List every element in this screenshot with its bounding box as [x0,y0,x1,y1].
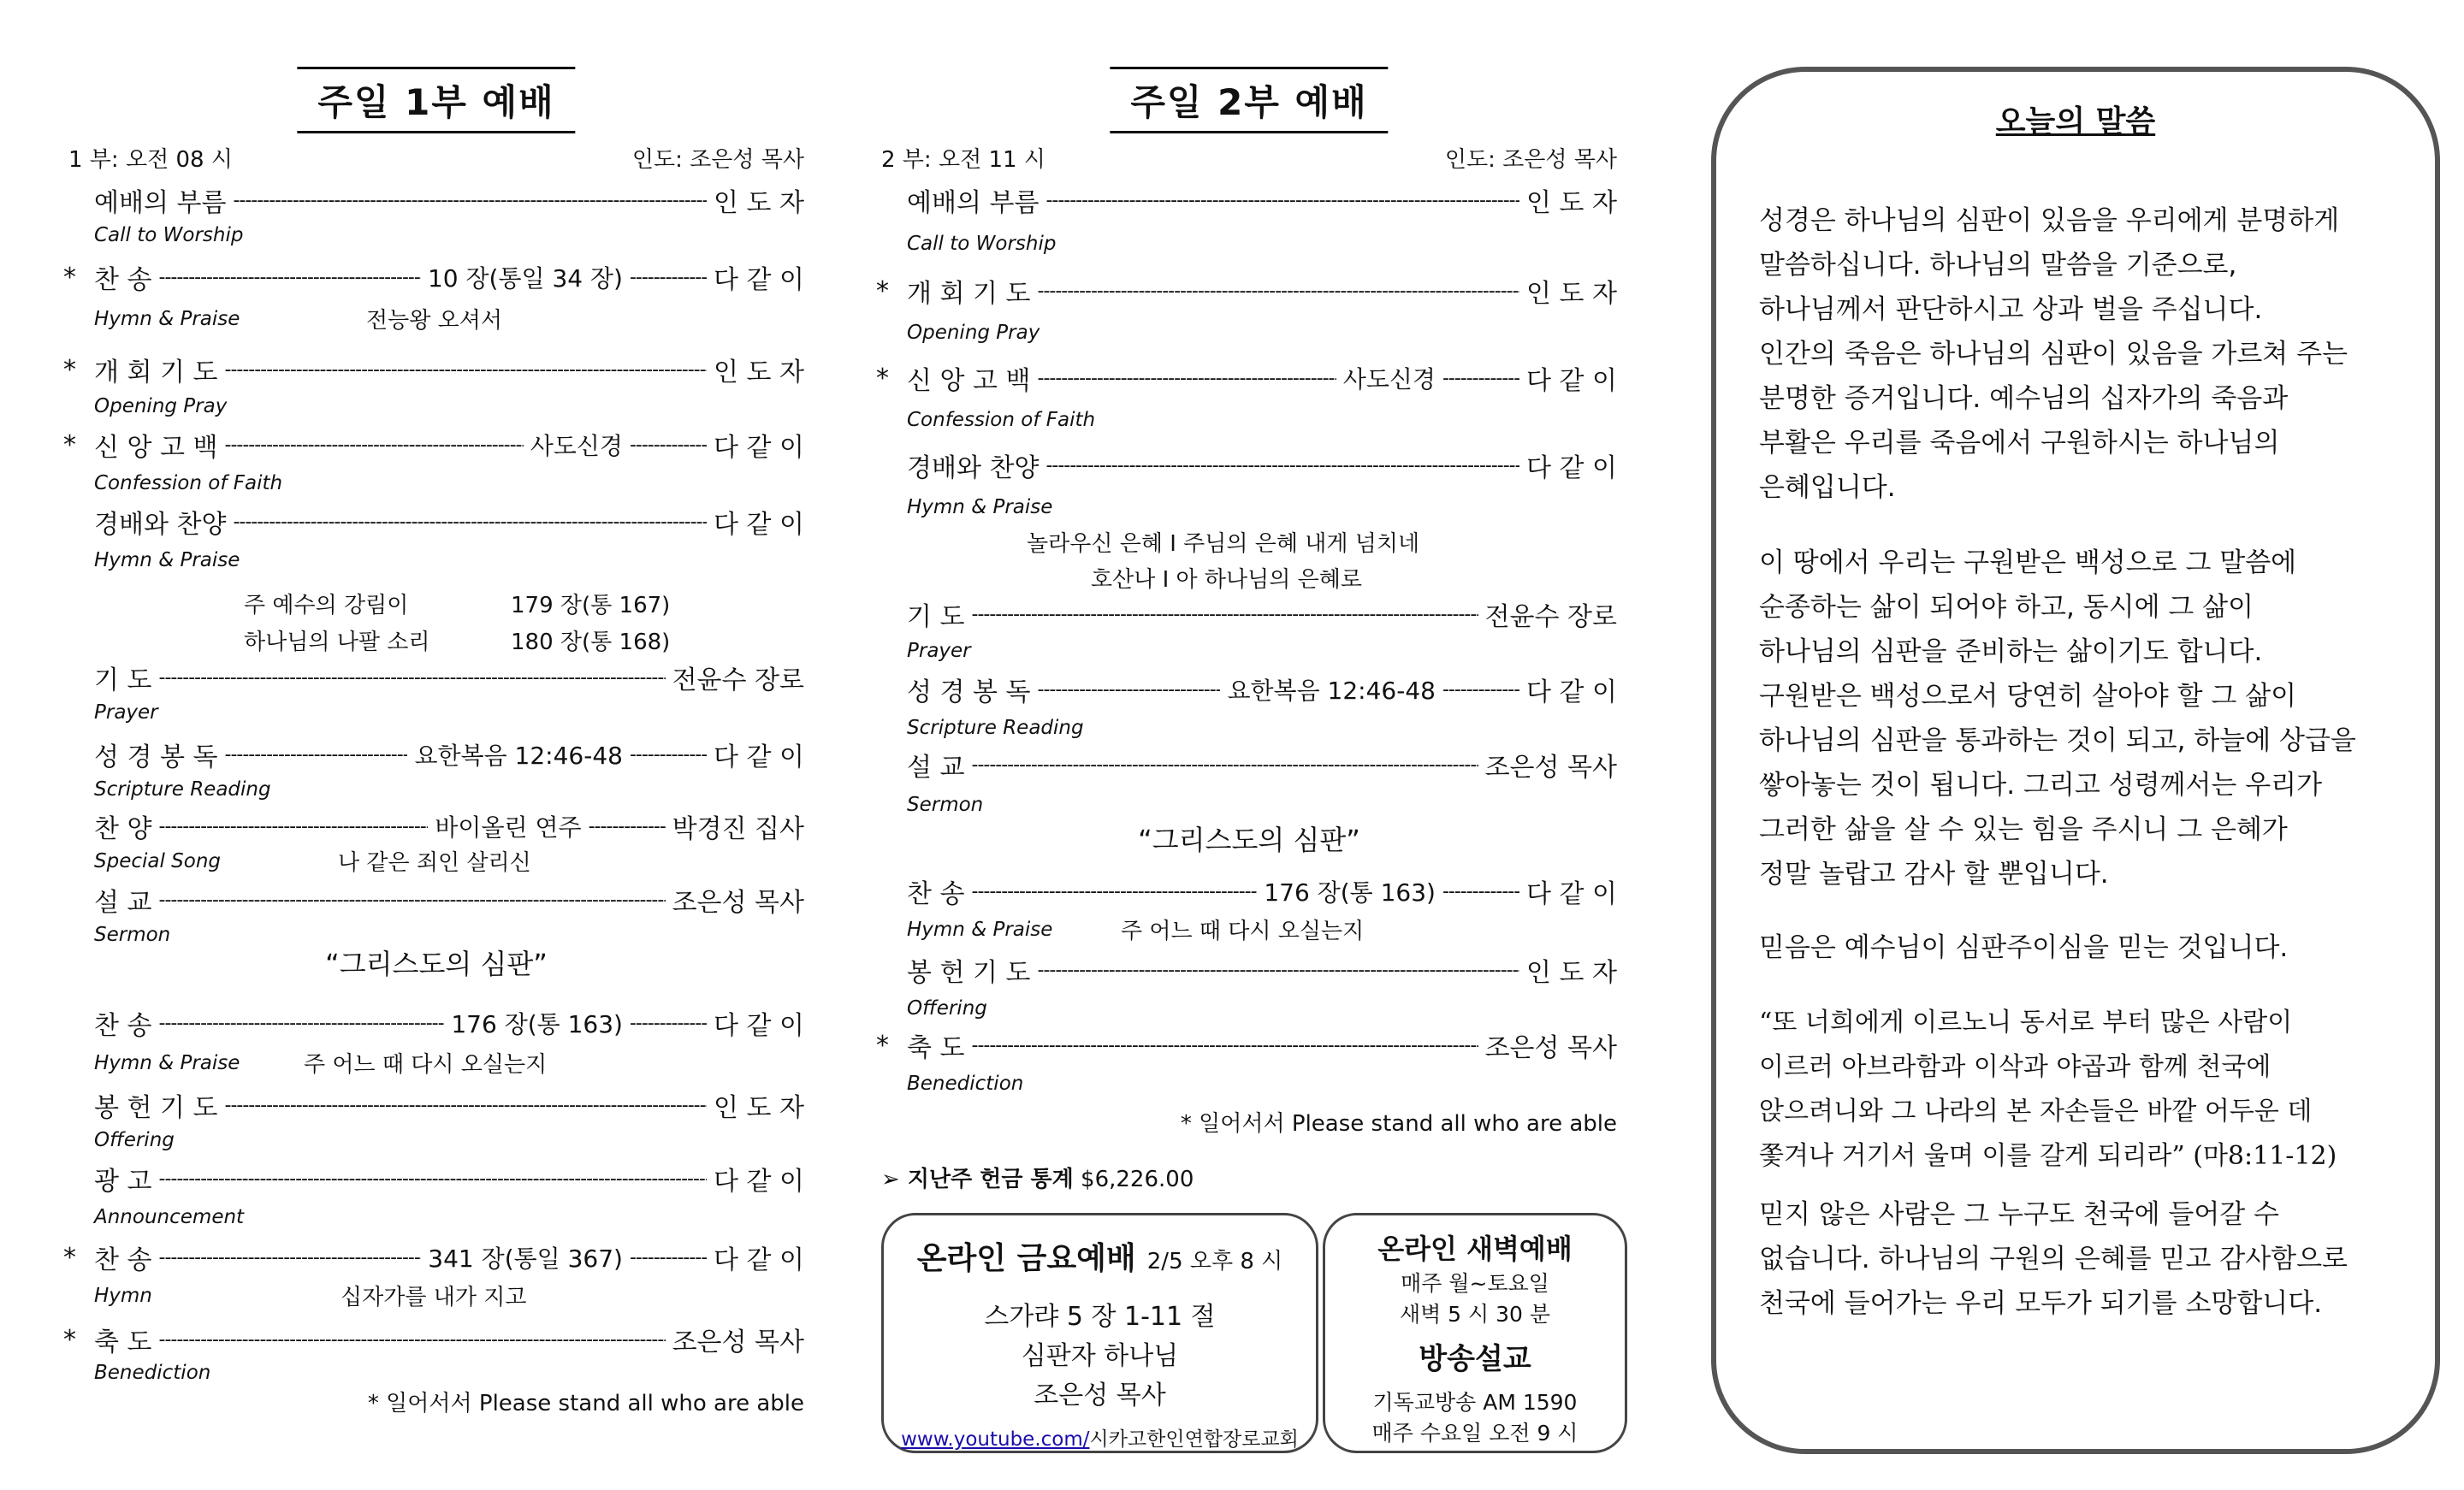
dawn-days: 매주 월~토요일 [1401,1271,1549,1296]
word-line: 이 땅에서 우리는 구원받은 백성으로 그 말씀에 [1759,547,2297,578]
word-paragraph-1 [1759,198,2401,510]
stand-marker: * [876,363,889,393]
order-item-name: 설 교 [907,753,965,783]
service1-time: 1 부: 오전 08 시 [68,147,233,173]
word-line: 순종하는 삶이 되어야 하고, 동시에 그 삶이 [1759,592,2254,623]
order-item-name: 신 앙 고 백 [94,433,218,463]
order-item-english: Hymn & Praise [907,919,1053,941]
order-item-name: 찬 송 [907,879,965,909]
friday-when: 2/5 오후 8 시 [1146,1249,1283,1274]
dotted-leader [159,1013,445,1034]
word-quote [1759,1001,2401,1179]
dotted-leader [1038,368,1336,389]
offering-label: ➢ 지난주 헌금 통계 [881,1167,1074,1192]
order-row [63,258,804,296]
word-line: 말씀하십니다. 하나님의 말씀을 기준으로, [1759,250,2237,281]
order-item-english: Call to Worship [94,224,244,246]
order-item-leader: 인 도 자 [1525,188,1617,218]
order-row [68,1004,804,1042]
hymn-title: 전능왕 오셔서 [366,308,502,334]
dotted-leader [1038,281,1519,302]
dotted-leader [159,267,421,288]
dotted-leader [630,1247,707,1268]
order-item-leader: 인 도 자 [1525,279,1617,309]
order-item-name: 봉 헌 기 도 [94,1093,218,1123]
order-item-english: Benediction [907,1073,1024,1095]
hymn-title: 십자가를 내가 지고 [341,1285,527,1310]
order-item-english: Scripture Reading [907,717,1084,739]
order-item-english: Prayer [907,640,971,662]
order-item-leader: 다 같 이 [713,1167,804,1197]
order-item-detail: 341 장(통일 367) [428,1245,623,1273]
order-item-name: 광 고 [94,1167,152,1197]
dotted-leader [225,744,408,766]
order-item-name: 설 교 [94,888,152,918]
order-item-name: 기 도 [907,602,965,632]
word-line: 없습니다. 하나님의 구원의 은혜를 믿고 감사함으로 [1759,1244,2348,1274]
order-row [881,951,1617,989]
order-item-english: Hymn & Praise [94,549,240,571]
order-item-leader: 인 도 자 [1525,958,1617,988]
order-row [63,426,804,464]
order-row [68,736,804,773]
todays-word-title: 오늘의 말씀 [1995,104,2156,139]
order-item-leader: 다 같 이 [1525,677,1617,707]
word-line: 구원받은 백성으로서 당연히 살아야 할 그 삶이 [1759,681,2297,712]
order-item-name: 경배와 찬양 [907,453,1040,483]
order-item-leader: 전윤수 장로 [1484,602,1617,632]
praise-song-2-number: 180 장(통 168) [511,630,671,655]
order-item-name: 찬 송 [94,1011,152,1041]
dotted-leader [630,267,707,288]
dotted-leader [972,604,1478,625]
order-item-leader: 다 같 이 [713,433,804,463]
order-item-leader: 인 도 자 [713,1093,804,1123]
service2-time: 2 부: 오전 11 시 [881,147,1045,173]
service1-leader: 인도: 조은성 목사 [631,147,804,173]
word-line: 은혜입니다. [1759,472,1896,503]
service1-header [68,142,804,174]
praise-song-2-title: 하나님의 나팔 소리 [244,630,430,655]
word-line: 앉으려니와 그 나라의 본 자손들은 바깥 어두운 데 [1759,1097,2313,1126]
word-line: 부활은 우리를 죽음에서 구원하시는 하나님의 [1759,428,2280,458]
word-paragraph-2 [1759,541,2401,896]
service2-column [876,0,1617,1490]
order-item-detail: 바이올린 연주 [435,813,582,842]
service2-title: 주일 2부 예배 [1110,67,1388,133]
dawn-time: 새벽 5 시 30 분 [1399,1302,1551,1327]
service1-column [63,0,804,1490]
friday-service-box [881,1213,1318,1453]
dotted-leader [972,1035,1478,1056]
youtube-link[interactable]: www.youtube.com/ [901,1428,1090,1451]
order-item-english: Opening Pray [907,322,1040,344]
order-row [876,272,1617,310]
word-line: “또 너희에게 이르노니 동서로 부터 많은 사람이 [1759,1008,2293,1038]
word-line: 하나님의 심판을 준비하는 삶이기도 합니다. [1759,636,2263,667]
friday-title: 온라인 금요예배 [916,1241,1136,1276]
order-item-name: 예배의 부름 [907,188,1040,218]
order-item-name: 경배와 찬양 [94,510,227,540]
friday-topic: 심판자 하나님 [1021,1341,1179,1371]
dotted-leader [1038,960,1519,981]
order-item-english: Sermon [94,924,171,946]
dotted-leader [225,359,707,381]
church-name: 시카고한인연합장로교회 [1089,1428,1299,1451]
friday-passage: 스가랴 5 장 1-11 절 [984,1302,1216,1332]
order-item-leader: 조은성 목사 [672,888,804,918]
order-item-english: Hymn [94,1285,152,1307]
order-item-name: 봉 헌 기 도 [907,958,1031,988]
order-item-leader: 박경진 집사 [672,814,804,844]
order-item-english: Sermon [907,794,984,816]
word-line: 그러한 삶을 살 수 있는 힘을 주시니 그 은혜가 [1759,814,2288,845]
word-line: 믿음은 예수님이 심판주이심을 믿는 것입니다. [1759,932,2289,963]
hymn-title: 나 같은 죄인 살리신 [338,850,531,876]
order-item-name: 예배의 부름 [94,188,227,218]
order-item-name: 찬 송 [94,1245,152,1275]
dotted-leader [1442,368,1519,389]
order-item-detail: 10 장(통일 34 장) [427,264,623,293]
stand-marker: * [63,429,76,460]
dotted-leader [159,1247,422,1268]
order-item-leader: 전윤수 장로 [672,665,804,695]
dotted-leader [159,890,666,911]
order-item-leader: 인 도 자 [713,188,804,218]
dotted-leader [630,1013,707,1034]
order-item-detail: 요한복음 12:46-48 [414,742,623,770]
dotted-leader [1038,679,1221,701]
order-item-english: Opening Pray [94,395,228,417]
word-line: 믿지 않은 사람은 그 누구도 천국에 들어갈 수 [1759,1199,2280,1230]
order-item-name: 개 회 기 도 [907,279,1031,309]
word-line: 성경은 하나님의 심판이 있음을 우리에게 분명하게 [1759,205,2340,236]
service2-stand-note: * 일어서서 Please stand all who are able [1180,1111,1617,1137]
order-item-name: 신 앙 고 백 [907,366,1031,396]
broadcast-title: 방송설교 [1419,1342,1531,1376]
order-item-name: 개 회 기 도 [94,358,218,387]
order-item-name: 축 도 [94,1327,152,1357]
offering-stats [881,1162,1194,1193]
order-item-leader: 조은성 목사 [1484,1033,1617,1063]
word-line: 정말 놀랍고 감사 할 뿐입니다. [1759,859,2109,890]
service2-praise-line2: 호산나 I 아 하나님의 은혜로 [1091,567,1363,593]
order-item-english: Hymn & Praise [94,308,240,330]
dotted-leader [159,1168,707,1190]
dotted-leader [159,667,666,689]
order-item-name: 성 경 봉 독 [94,742,218,772]
word-line: 쫓겨나 거기서 울며 이를 갈게 되리라” (마8:11-12) [1759,1141,2337,1171]
order-row [68,503,804,541]
order-item-name: 기 도 [94,665,152,695]
broadcast-station: 기독교방송 AM 1590 [1372,1390,1578,1415]
service2-sermon-title: “그리스도의 심판” [1138,824,1360,856]
word-line: 분명한 증거입니다. 예수님의 십자가의 죽음과 [1759,383,2289,414]
order-item-leader: 다 같 이 [713,1011,804,1041]
dotted-leader [972,881,1258,902]
dotted-leader [159,816,429,837]
service2-leader: 인도: 조은성 목사 [1444,147,1617,173]
service1-stand-note: * 일어서서 Please stand all who are able [367,1391,804,1416]
order-item-leader: 다 같 이 [713,510,804,540]
order-row [68,659,804,696]
word-line: 하나님의 심판을 통과하는 것이 되고, 하늘에 상급을 [1759,725,2356,756]
dotted-leader [630,435,707,456]
stand-marker: * [63,262,76,293]
order-item-english: Confession of Faith [907,409,1096,431]
order-item-detail: 176 장(통 163) [451,1010,623,1038]
order-item-leader: 조은성 목사 [1484,753,1617,783]
order-item-leader: 다 같 이 [1525,879,1617,909]
dotted-leader [159,1329,666,1351]
stand-marker: * [63,1324,76,1355]
dotted-leader [1442,679,1519,701]
friday-link-line [884,1423,1316,1452]
hymn-title: 주 어느 때 다시 오실는지 [1121,919,1365,944]
dotted-leader [233,190,707,211]
order-row [881,181,1617,219]
order-item-english: Call to Worship [907,233,1057,255]
order-item-detail: 사도신경 [530,432,623,460]
order-item-english: Hymn & Praise [907,496,1053,518]
order-item-detail: 사도신경 [1342,365,1436,393]
word-paragraph-5 [1759,1192,2401,1326]
todays-word-panel [1711,67,2440,1454]
order-row [881,671,1617,708]
order-row [68,881,804,919]
order-item-english: Prayer [94,701,158,724]
service2-header [881,142,1617,174]
word-line: 이르러 아브라함과 이삭과 야곱과 함께 천국에 [1759,1052,2272,1082]
order-item-leader: 다 같 이 [1525,366,1617,396]
order-item-leader: 조은성 목사 [672,1327,804,1357]
hymn-title: 주 어느 때 다시 오실는지 [304,1052,548,1078]
order-item-name: 축 도 [907,1033,965,1063]
dotted-leader [589,816,666,837]
word-line: 인간의 죽음은 하나님의 심판이 있음을 가르쳐 주는 [1759,339,2348,370]
dawn-title: 온라인 새벽예배 [1377,1233,1573,1265]
order-row [68,1086,804,1124]
stand-marker: * [876,1030,889,1061]
order-item-english: Special Song [94,850,222,872]
order-item-name: 성 경 봉 독 [907,677,1031,707]
dotted-leader [233,511,707,533]
order-row [63,1321,804,1358]
order-item-english: Offering [94,1129,175,1151]
order-row [68,1160,804,1197]
order-item-leader: 인 도 자 [713,358,804,387]
dotted-leader [1045,455,1519,476]
order-item-name: 찬 양 [94,814,152,844]
order-item-leader: 다 같 이 [713,742,804,772]
dotted-leader [225,435,524,456]
word-line: 천국에 들어가는 우리 모두가 되기를 소망합니다. [1759,1288,2323,1319]
stand-marker: * [876,275,889,306]
order-item-name: 찬 송 [94,265,152,295]
order-row [881,446,1617,484]
order-item-english: Scripture Reading [94,778,271,801]
order-item-detail: 요한복음 12:46-48 [1227,677,1436,705]
order-item-english: Benediction [94,1362,211,1384]
dotted-leader [972,754,1478,776]
word-line: 하나님께서 판단하시고 상과 벌을 주십니다. [1759,294,2263,325]
order-item-english: Offering [907,997,987,1020]
service2-praise-line1: 놀라우신 은혜 I 주님의 은혜 내게 넘치네 [1027,531,1420,557]
dotted-leader [225,1095,707,1116]
order-row [881,746,1617,783]
word-line: 쌓아놓는 것이 됩니다. 그리고 성령께서는 우리가 [1759,770,2323,801]
word-paragraph-3 [1759,925,2401,970]
dawn-service-box [1323,1213,1627,1453]
order-item-english: Hymn & Praise [94,1052,240,1074]
praise-song-1-number: 179 장(통 167) [511,593,671,618]
service1-sermon-title: “그리스도의 심판” [325,948,548,980]
friday-preacher: 조은성 목사 [1034,1381,1166,1410]
service1-title: 주일 1부 예배 [297,67,575,133]
order-item-english: Announcement [94,1206,245,1228]
order-item-leader: 다 같 이 [713,265,804,295]
order-row [68,807,804,845]
stand-marker: * [63,1242,76,1273]
order-row [881,595,1617,633]
order-item-leader: 다 같 이 [1525,453,1617,483]
dotted-leader [1442,881,1519,902]
order-row [63,1239,804,1276]
praise-song-1-title: 주 예수의 강림이 [244,593,409,618]
order-row [876,1026,1617,1064]
order-row [881,872,1617,910]
offering-amount: $6,226.00 [1081,1167,1194,1192]
dotted-leader [630,744,707,766]
order-row [63,351,804,388]
order-row [876,359,1617,397]
stand-marker: * [63,354,76,385]
order-item-detail: 176 장(통 163) [1264,878,1436,907]
order-item-english: Confession of Faith [94,472,283,494]
order-item-leader: 다 같 이 [713,1245,804,1275]
dotted-leader [1045,190,1519,211]
order-row [68,181,804,219]
broadcast-time: 매주 수요일 오전 9 시 [1371,1421,1578,1446]
